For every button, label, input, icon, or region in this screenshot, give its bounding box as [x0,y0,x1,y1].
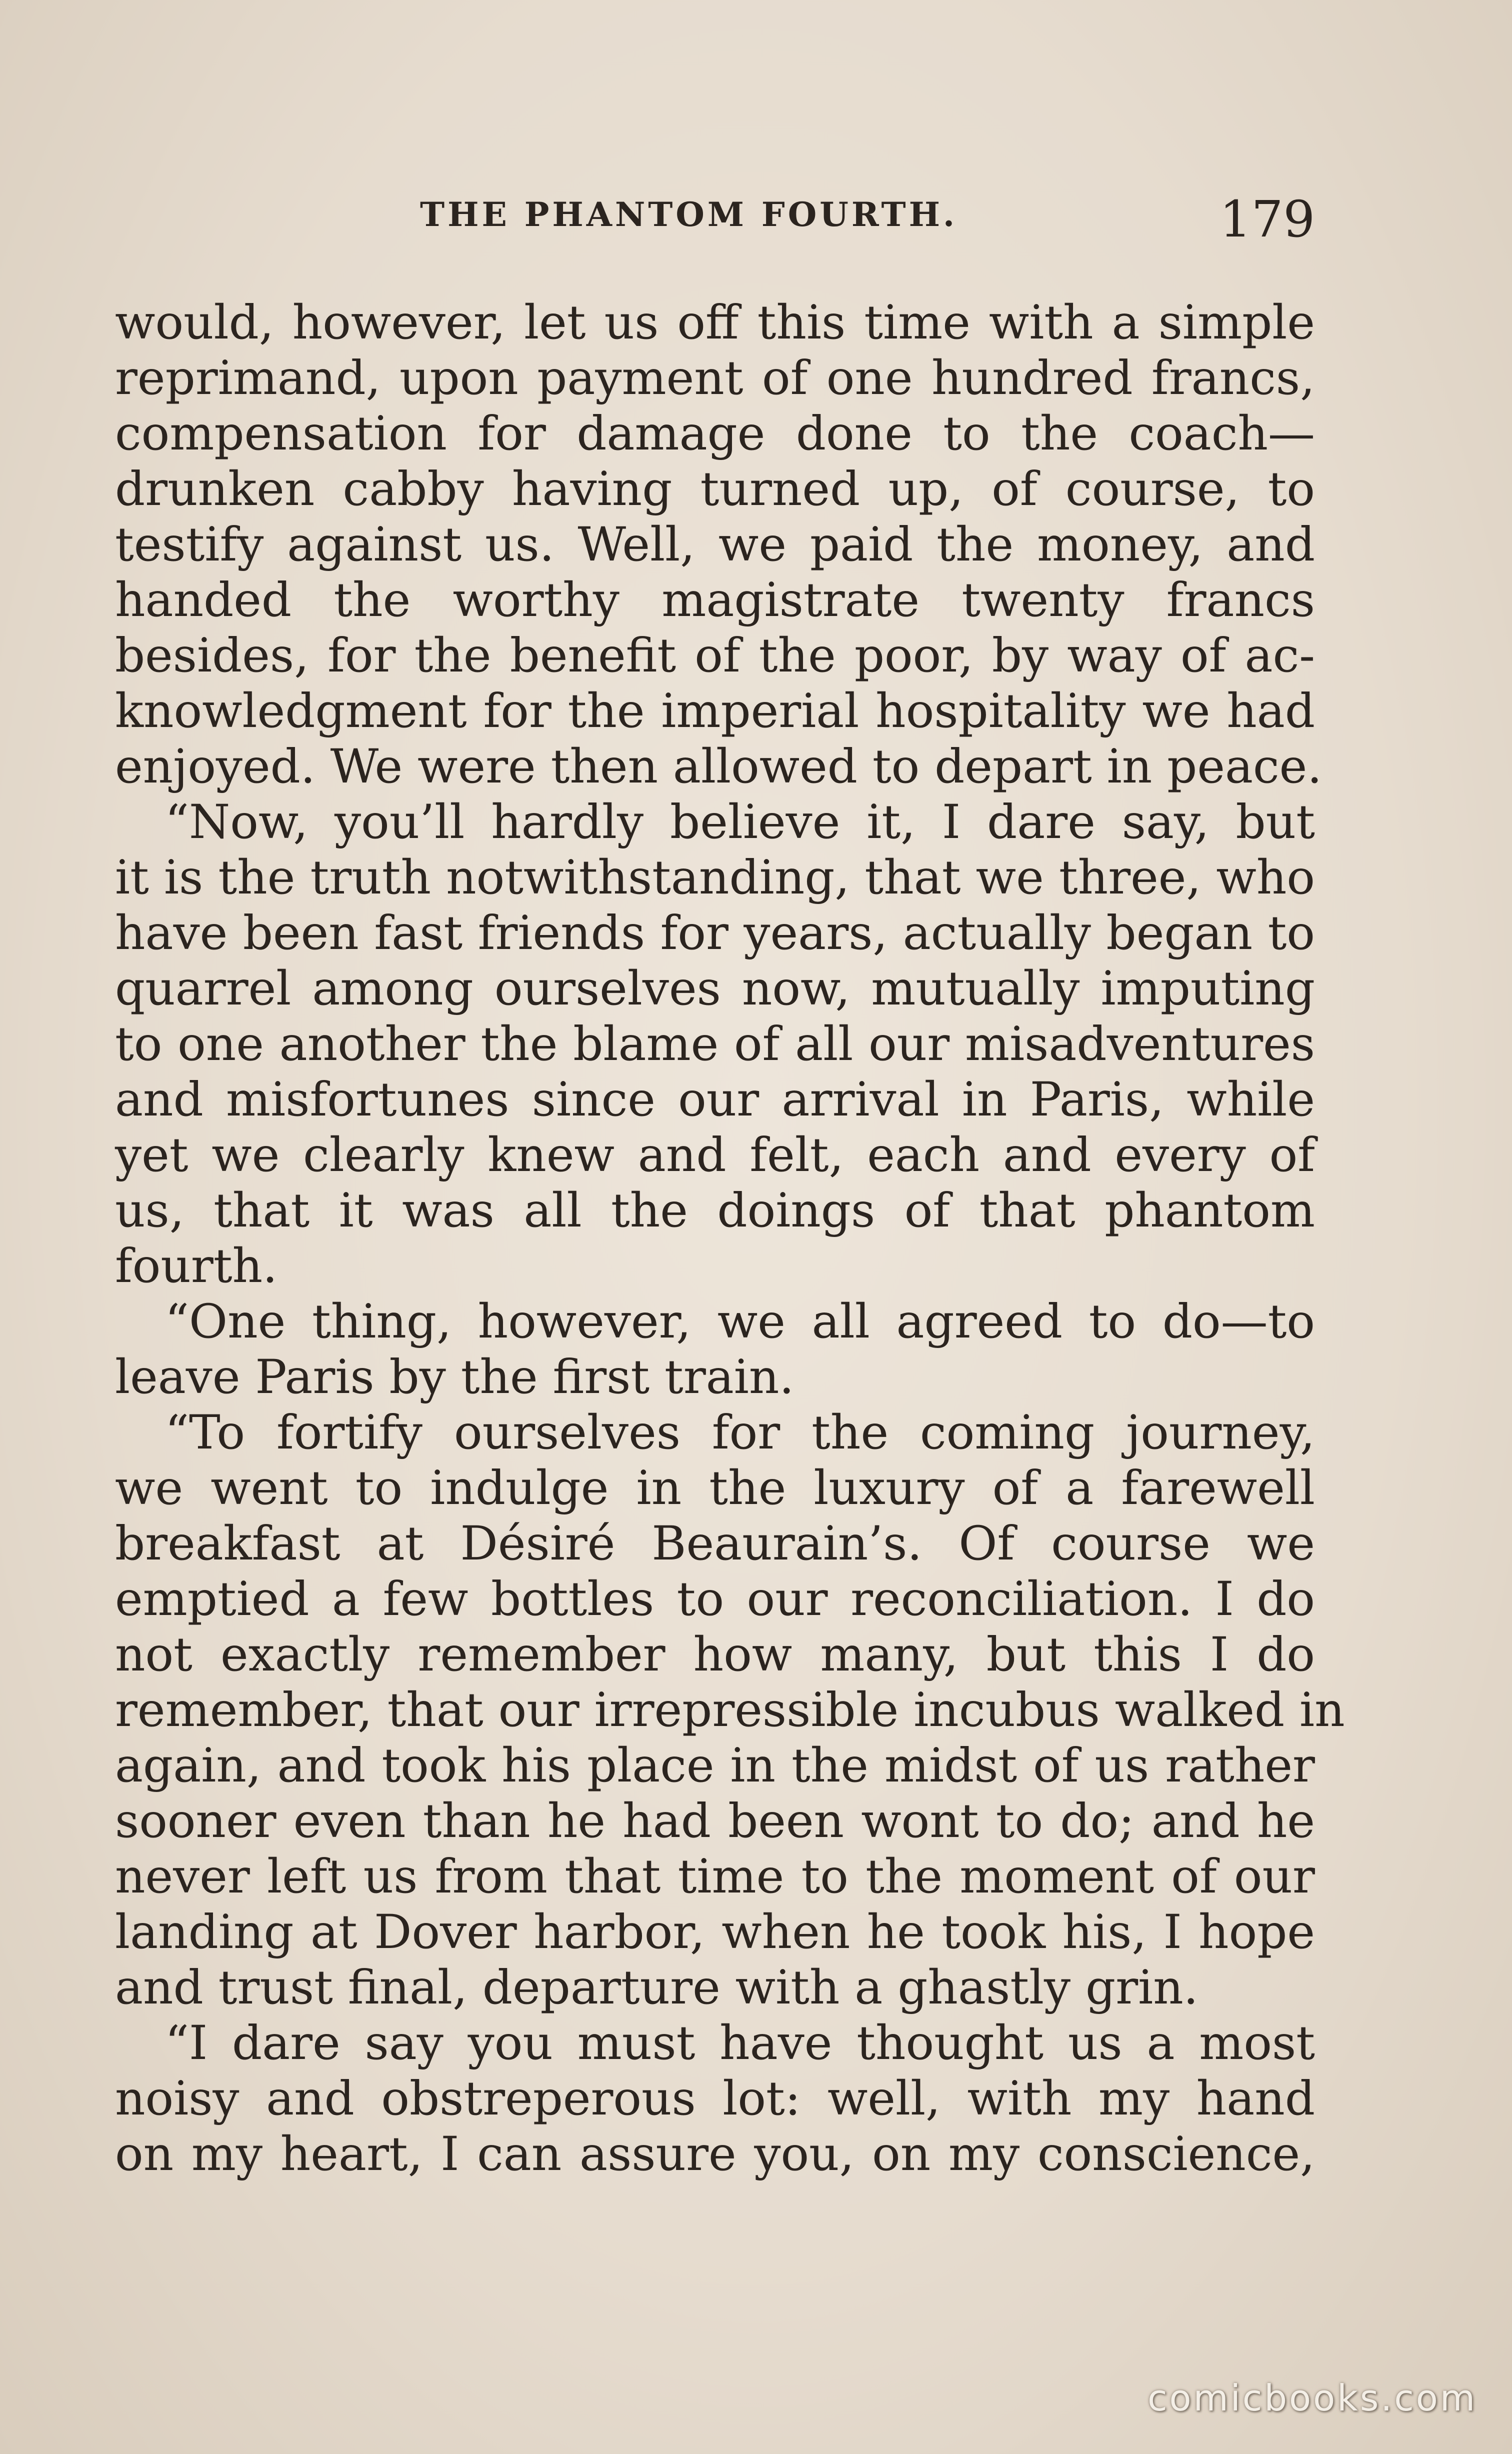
text-line: “Now, you’ll hardly believe it, I dare say, but [165,795,1315,850]
text-line: quarrel among ourselves now, mutually imputing [115,962,1315,1016]
text-line: breakfast at Désiré Beaurain’s. Of course we [115,1516,1315,1571]
text-line: handed the worthy magistrate twenty francs [115,573,1315,628]
text-line: emptied a few bottles to our reconciliation. I do [115,1572,1315,1626]
text-line: we went to indulge in the luxury of a farewell [115,1461,1315,1516]
text-line: yet we clearly knew and felt, each and every of [115,1128,1315,1182]
text-line: sooner even than he had been wont to do; and he [115,1794,1315,1848]
text-line: fourth. [115,1239,278,1294]
text-line: testify against us. Well, we paid the money, and [115,518,1315,572]
text-line: drunken cabby having turned up, of course, to [115,462,1315,516]
watermark: comicbooks.com [1147,2377,1477,2419]
text-line: have been fast friends for years, actually began to [115,906,1315,960]
text-line: again, and took his place in the midst of us rather [115,1738,1315,1793]
text-line: compensation for damage done to the coach— [115,406,1315,461]
text-line: never left us from that time to the moment of our [115,1850,1315,1904]
text-line: on my heart, I can assure you, on my conscience, [115,2127,1315,2182]
text-line: would, however, let us off this time with a simple [115,296,1315,350]
page-number: 179 [1220,190,1315,248]
text-line: reprimand, upon payment of one hundred francs, [115,351,1315,406]
text-line: “One thing, however, we all agreed to do—to [165,1294,1315,1349]
body-text [115,295,1345,2182]
text-line: “I dare say you must have thought us a most [165,2016,1315,2070]
text-line: enjoyed. We were then allowed to depart in peace. [115,740,1322,794]
running-head [115,190,1315,250]
text-line: us, that it was all the doings of that phantom [115,1184,1315,1238]
running-title: THE PHANTOM FOURTH. [420,195,958,234]
text-line: knowledgment for the imperial hospitality we had [115,684,1315,738]
text-line: it is the truth notwithstanding, that we three, who [115,850,1315,905]
text-line: besides, for the benefit of the poor, by way of ac- [115,628,1315,683]
text-line: and misfortunes since our arrival in Paris, while [115,1072,1315,1127]
text-line: noisy and obstreperous lot: well, with my hand [115,2072,1315,2126]
text-line: to one another the blame of all our misadventures [115,1017,1315,1072]
text-line: “To fortify ourselves for the coming journey, [165,1406,1315,1460]
text-line: and trust final, departure with a ghastly grin. [115,1960,1198,2015]
text-line: landing at Dover harbor, when he took his, I hope [115,1905,1315,1960]
text-line: remember, that our irrepressible incubus walked in [115,1683,1345,1738]
text-line: leave Paris by the first train. [115,1350,794,1404]
text-line: not exactly remember how many, but this I do [115,1628,1315,1682]
